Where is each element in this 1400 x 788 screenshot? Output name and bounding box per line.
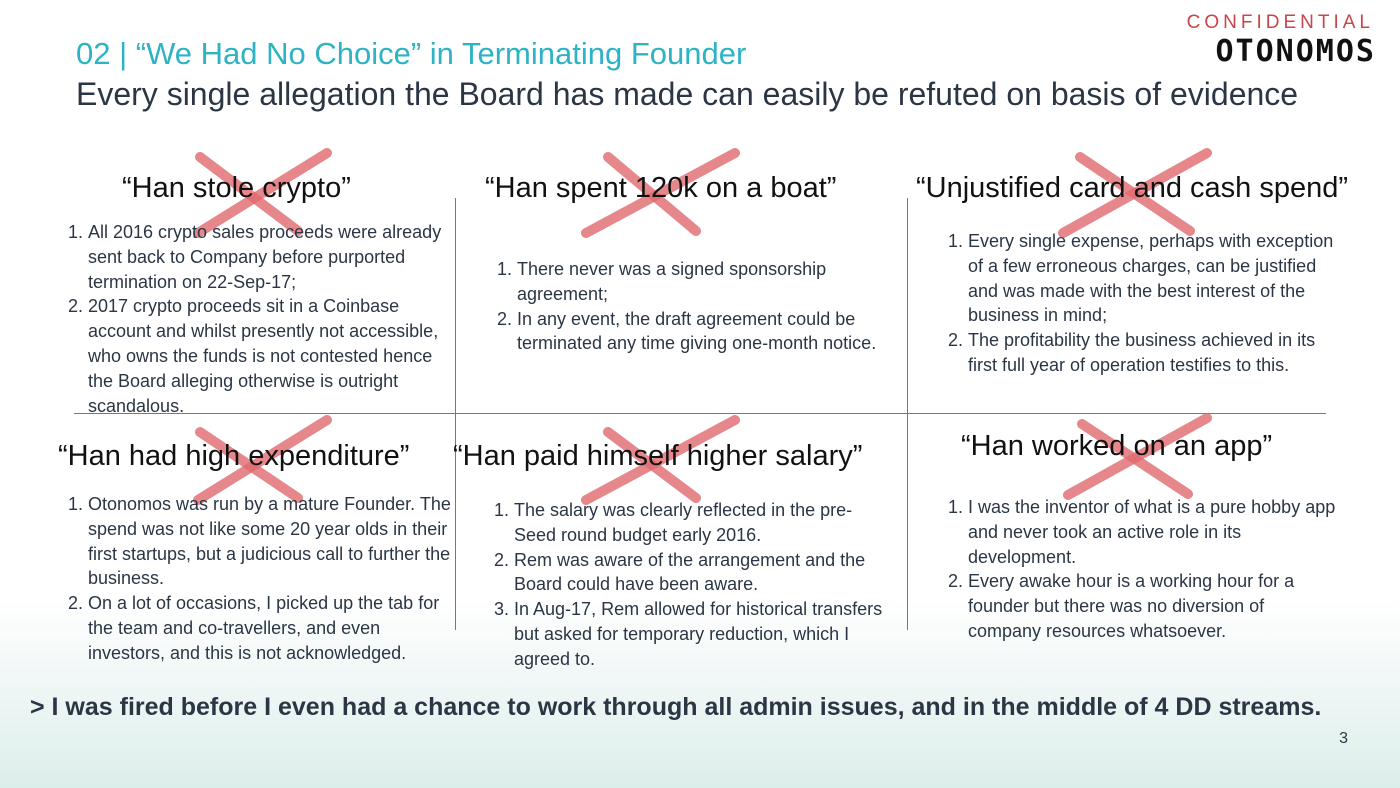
rebuttal-item: 3. In Aug-17, Rem allowed for historical transfers but asked for temporary reduction, which I agreed to. bbox=[514, 597, 886, 671]
rebuttal-item: 1. I was the inventor of what is a pure hobby app and never took an active role in its development. bbox=[968, 495, 1340, 569]
rebuttal-item: 2. On a lot of occasions, I picked up the tab for the team and co-travellers, and even investors, and this is not acknowledged. bbox=[88, 591, 452, 665]
page-title: 02 | “We Had No Choice” in Terminating Founder bbox=[76, 36, 747, 71]
rebuttal-list bbox=[60, 220, 452, 418]
rebuttal-list bbox=[489, 257, 889, 356]
rebuttal-item: 1. All 2016 crypto sales proceeds were already sent back to Company before purported termination on 22-Sep-17; bbox=[88, 220, 452, 294]
company-logo: OTONOMOS bbox=[1215, 34, 1376, 69]
rebuttal-item: 2. In any event, the draft agreement could be terminated any time giving one-month notice. bbox=[517, 307, 889, 357]
conclusion-statement: > I was fired before I even had a chance to work through all admin issues, and in the middle of 4 DD streams. bbox=[30, 693, 1322, 721]
rebuttal-item: 2. 2017 crypto proceeds sit in a Coinbase account and whilst presently not accessible, who owns the funds is not contested hence the Board alleging otherwise is outright scandalous. bbox=[88, 294, 452, 418]
rebuttal-item: 2. Rem was aware of the arrangement and the Board could have been aware. bbox=[514, 548, 886, 598]
rebuttal-item: 1. Every single expense, perhaps with exception of a few erroneous charges, can be justified and was made with the best interest of the business in mind; bbox=[968, 229, 1340, 328]
allegation-title: “Han stole crypto” bbox=[122, 172, 351, 204]
rebuttal-item: 2. The profitability the business achieved in its first full year of operation testifies to this. bbox=[968, 328, 1340, 378]
confidential-label: CONFIDENTIAL bbox=[1186, 12, 1374, 33]
rebuttal-item: 1. There never was a signed sponsorship agreement; bbox=[517, 257, 889, 307]
rebuttal-list bbox=[486, 498, 886, 672]
allegation-title: “Han had high expenditure” bbox=[58, 440, 410, 472]
allegation-title: “Han spent 120k on a boat” bbox=[485, 172, 837, 204]
page-number: 3 bbox=[1339, 730, 1348, 747]
rebuttal-list bbox=[940, 495, 1340, 644]
rebuttal-item: 2. Every awake hour is a working hour for a founder but there was no diversion of company resources whatsoever. bbox=[968, 569, 1340, 643]
allegation-title: “Unjustified card and cash spend” bbox=[916, 172, 1349, 204]
grid-divider-vertical-left bbox=[455, 198, 456, 630]
rebuttal-list bbox=[940, 229, 1340, 378]
allegation-title: “Han worked on an app” bbox=[961, 430, 1273, 462]
rebuttal-item: 1. The salary was clearly reflected in the pre-Seed round budget early 2016. bbox=[514, 498, 886, 548]
grid-divider-vertical-right bbox=[907, 198, 908, 630]
rebuttal-item: 1. Otonomos was run by a mature Founder. The spend was not like some 20 year olds in their first startups, but a judicious call to further the business. bbox=[88, 492, 452, 591]
allegation-title: “Han paid himself higher salary” bbox=[453, 440, 863, 472]
rebuttal-list bbox=[60, 492, 452, 666]
page-subtitle: Every single allegation the Board has made can easily be refuted on basis of evidence bbox=[76, 76, 1299, 112]
